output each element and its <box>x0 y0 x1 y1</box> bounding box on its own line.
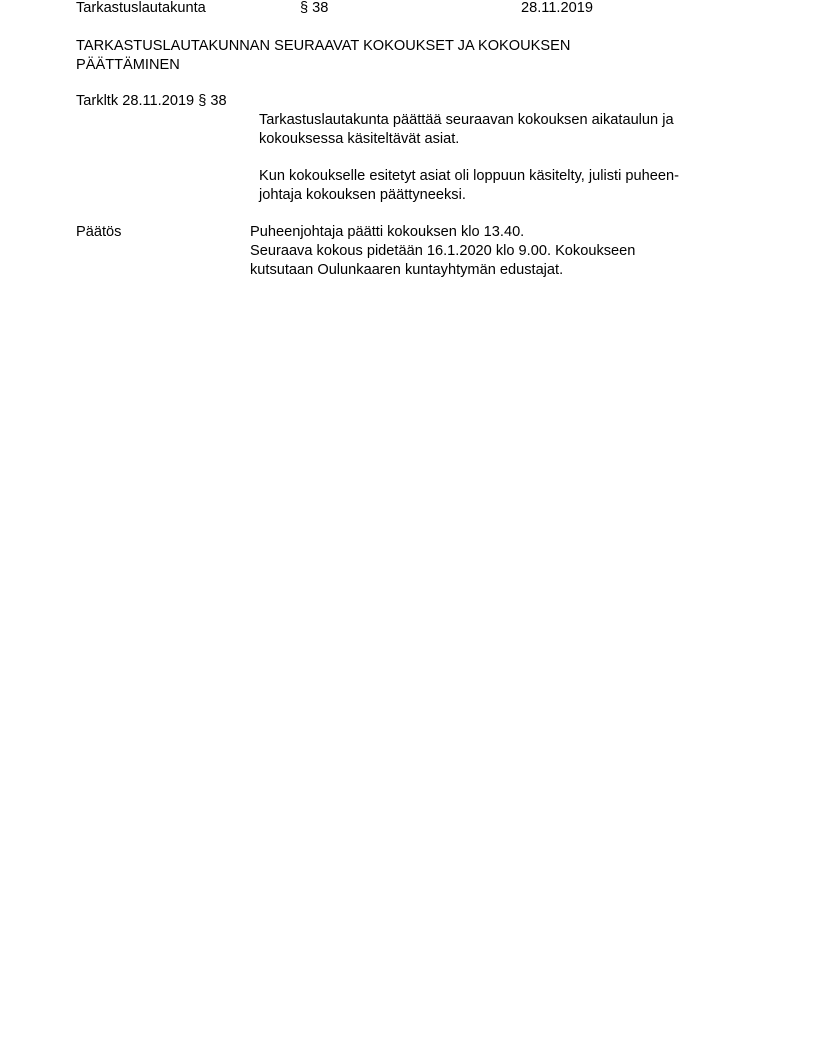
decision-line-3: kutsutaan Oulunkaaren kuntayhtymän edustajat. <box>250 262 564 278</box>
decision-line-1: Puheenjohtaja päätti kokouksen klo 13.40. <box>250 224 525 240</box>
title-line-2: PÄÄTTÄMINEN <box>76 57 180 73</box>
preparation-para1-line2: kokouksessa käsiteltävät asiat. <box>259 131 460 147</box>
preparation-para1-line1: Tarkastuslautakunta päättää seuraavan kokouksen aikataulun ja <box>259 112 674 128</box>
decision-text <box>250 223 635 280</box>
header-body-name: Tarkastuslautakunta <box>76 0 206 16</box>
preparation-para2-line1: Kun kokoukselle esitetyt asiat oli loppuun käsitelty, julisti puheen- <box>259 168 679 184</box>
paragraph-gap <box>259 149 679 167</box>
header-section-number: § 38 <box>300 0 329 16</box>
header-date: 28.11.2019 <box>521 0 593 16</box>
decision-line-2: Seuraava kokous pidetään 16.1.2020 klo 9.00. Kokoukseen <box>250 243 636 259</box>
document-title <box>76 37 716 75</box>
title-line-1: TARKASTUSLAUTAKUNNAN SEURAAVAT KOKOUKSET JA KOKOUKSEN <box>76 38 571 54</box>
preparation-para2-line2: johtaja kokouksen päättyneeksi. <box>259 187 466 203</box>
meeting-reference: Tarkltk 28.11.2019 § 38 <box>76 93 227 109</box>
decision-label: Päätös <box>76 224 122 240</box>
preparation-text <box>259 111 679 205</box>
